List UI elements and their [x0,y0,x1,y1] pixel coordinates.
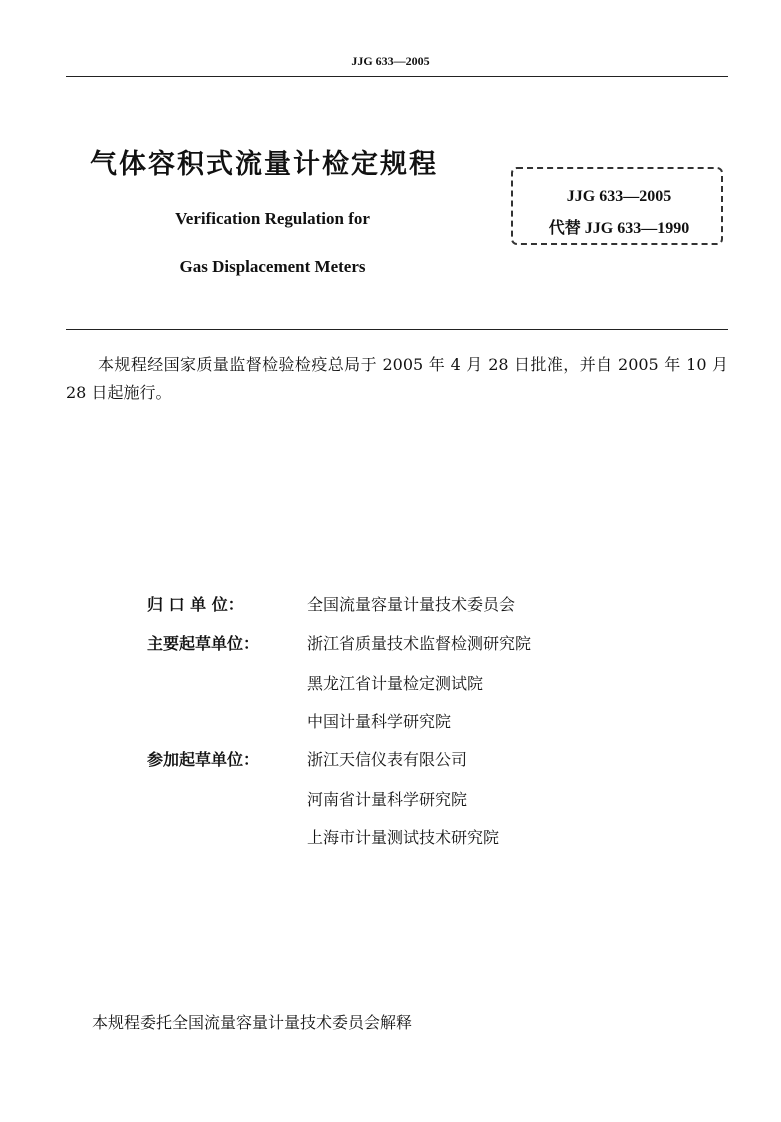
approval-statement: 本规程经国家质量监督检验检疫总局于 2005 年 4 月 28 日批准，并自 2005 年 10 月 28 日起施行。 [66,355,728,402]
middle-rule [66,329,728,330]
org-value: 河南省计量科学研究院 [307,790,468,809]
org-value: 浙江省质量技术监督检测研究院 [307,634,532,653]
org-row [147,671,483,694]
header-code: JJG 633—2005 [351,54,430,68]
org-label: 主要起草单位： [147,634,260,653]
org-value: 浙江天信仪表有限公司 [307,750,468,769]
top-rule [66,76,728,77]
title-chinese: 气体容积式流量计检定规程 [90,149,438,180]
org-value: 中国计量科学研究院 [307,712,452,731]
org-row [147,825,499,848]
standard-code: JJG 633—2005 [566,188,672,205]
org-label: 归 口 单 位： [147,595,244,614]
org-value: 上海市计量测试技术研究院 [307,828,500,847]
title-english-line2: Gas Displacement Meters [179,257,366,276]
title-english-line1: Verification Regulation for [175,209,370,228]
org-row [147,787,467,810]
org-row [147,592,515,615]
replaces-code: 代替 JJG 633—1990 [548,220,690,237]
org-value: 全国流量容量计量技术委员会 [307,595,516,614]
org-value: 黑龙江省计量检定测试院 [307,674,484,693]
org-label: 参加起草单位： [147,750,260,769]
org-row [147,747,467,770]
standard-code-box [511,167,723,245]
interpretation-note: 本规程委托全国流量容量计量技术委员会解释 [92,1013,413,1032]
org-row [147,631,531,654]
org-row [147,709,451,732]
